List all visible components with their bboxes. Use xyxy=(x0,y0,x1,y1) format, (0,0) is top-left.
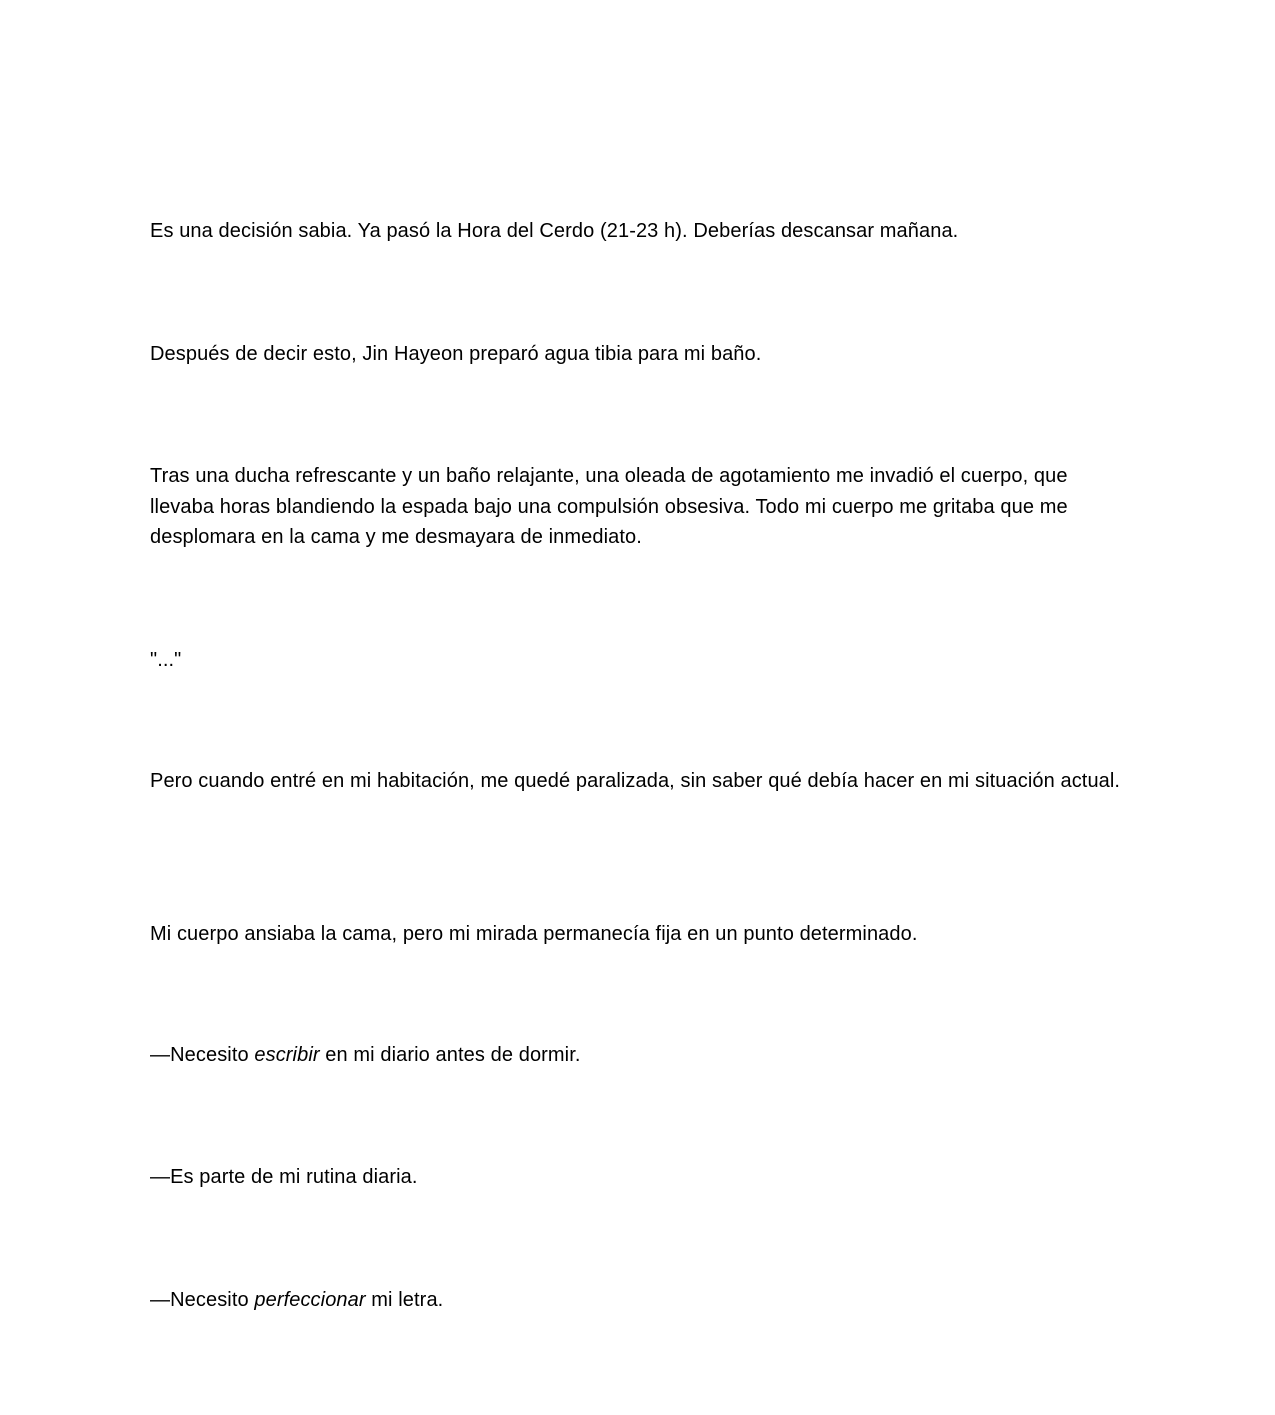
paragraph-1: Es una decisión sabia. Ya pasó la Hora del Cerdo (21-23 h). Deberías descansar mañana. xyxy=(150,220,959,242)
paragraph-4: "..." xyxy=(150,649,182,671)
paragraph-9-emphasis: perfeccionar xyxy=(254,1289,366,1311)
paragraph-7 xyxy=(150,1040,1130,1071)
paragraph-6: Mi cuerpo ansiaba la cama, pero mi mirada permanecía fija en un punto determinado. xyxy=(150,923,918,945)
paragraph-9 xyxy=(150,1285,1130,1316)
paragraph-7-lead: —Necesito xyxy=(150,1044,255,1066)
paragraph-5: Pero cuando entré en mi habitación, me quedé paralizada, sin saber qué debía hacer en mi situación actual. xyxy=(150,770,1121,792)
paragraph-2: Después de decir esto, Jin Hayeon preparó agua tibia para mi baño. xyxy=(150,343,762,365)
paragraph-3: Tras una ducha refrescante y un baño relajante, una oleada de agotamiento me invadió el cuerpo, que llevaba horas blandiendo la espada bajo una compulsión obsesiva. Todo mi cuerpo me gritaba que me desplomara en la cama y me desmayara de inmediato. xyxy=(150,465,1068,548)
paragraph-9-lead: —Necesito xyxy=(150,1289,255,1311)
paragraph-9-tail: mi letra. xyxy=(365,1289,444,1311)
paragraph-7-emphasis: escribir xyxy=(254,1044,320,1066)
paragraph-7-tail: en mi diario antes de dormir. xyxy=(319,1044,581,1066)
paragraph-8: —Es parte de mi rutina diaria. xyxy=(150,1166,418,1188)
